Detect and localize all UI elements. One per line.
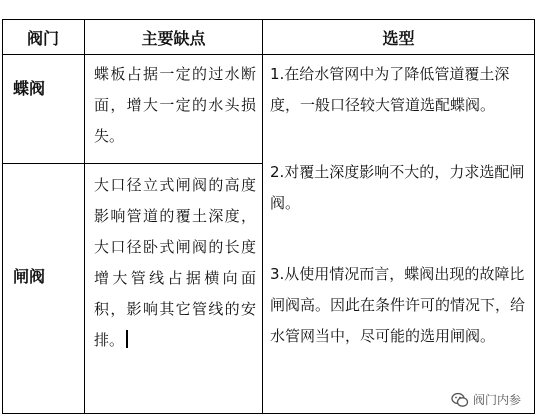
wechat-icon <box>451 392 469 408</box>
table-bottom-border <box>2 413 535 414</box>
column-divider-1 <box>84 19 85 414</box>
row-butterfly-valve-drawback: 蝶板占据一定的过水断面，增大一定的水头损失。 <box>94 65 256 145</box>
watermark <box>451 391 521 408</box>
watermark-text: 阀门内参 <box>472 393 521 407</box>
row-butterfly-valve-name: 蝶阀 <box>13 79 46 98</box>
header-selection: 选型 <box>382 29 415 48</box>
row-gate-valve-name: 闸阀 <box>13 267 46 286</box>
row-gate-valve-drawback: 大口径立式闸阀的高度影响管道的覆土深度，大口径卧式闸阀的长度增大管线占据横向面积，影响其它管线的安排。 <box>94 176 256 349</box>
column-divider-2 <box>262 19 263 414</box>
table-right-border <box>534 19 535 414</box>
selection-paragraph-1: 1.在给水管网中为了降低管道覆土深度，一般口径较大管道选配蝶阀。 <box>270 65 510 114</box>
table-left-border <box>2 19 3 414</box>
table-top-border <box>2 19 535 20</box>
selection-paragraph-3: 3.从使用情况而言，蝶阀出现的故障比闸阀高。因此在条件许可的情况下，给水管网当中，尽可能的选用闸阀。 <box>270 265 526 345</box>
header-valve: 阀门 <box>26 29 59 48</box>
header-drawback: 主要缺点 <box>141 29 206 48</box>
text-cursor <box>126 330 128 348</box>
selection-paragraph-2: 2.对覆土深度影响不大的，力求选配闸阀。 <box>270 163 525 212</box>
header-bottom-border <box>2 54 535 55</box>
row-divider <box>2 163 262 164</box>
